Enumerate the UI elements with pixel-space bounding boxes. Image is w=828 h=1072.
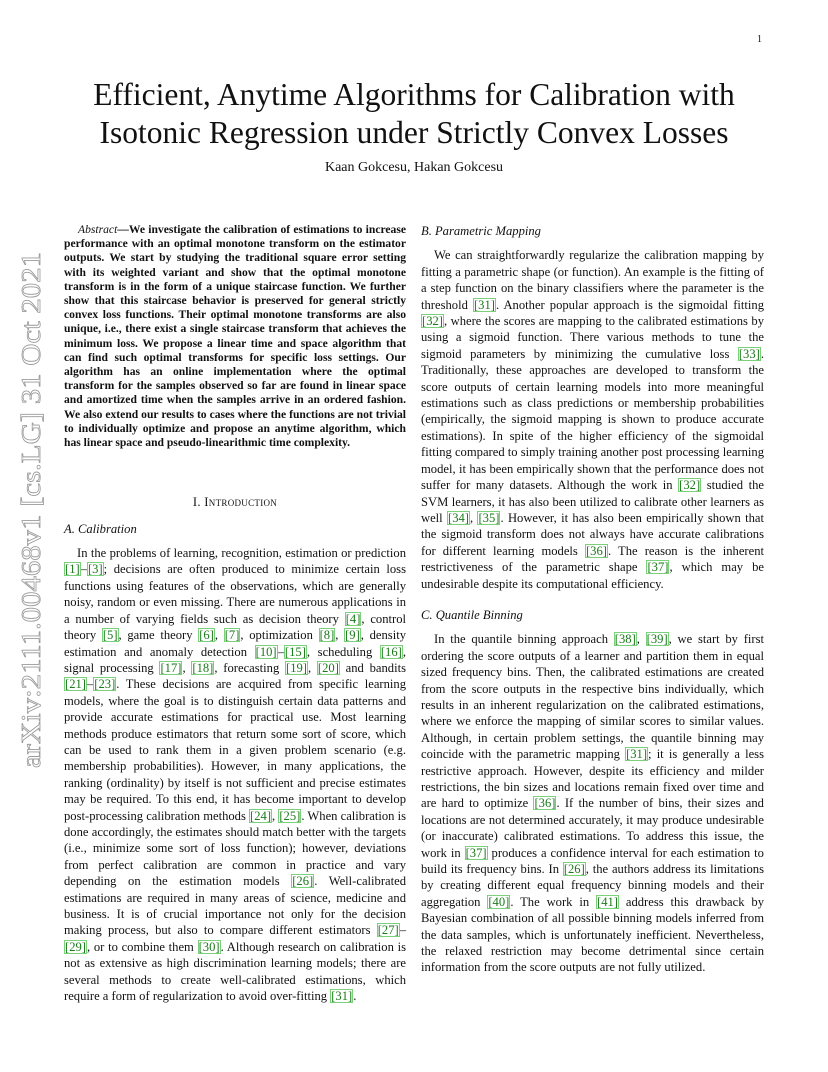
paragraph-text: ; decisions are often produced to minimize certain loss functions using features of the observations, which are generally noisy, random or even missing. There are numerous applications in a number of varying fields such as decision theory xyxy=(64,562,406,626)
citation-link[interactable]: [10] xyxy=(255,644,277,659)
paragraph-text: , density estimation and anomaly detection xyxy=(64,628,407,659)
citation-link[interactable]: [31] xyxy=(626,747,648,762)
citation-link[interactable]: [24] xyxy=(250,808,272,823)
citation-link[interactable]: [40] xyxy=(488,894,510,909)
paragraph-text: , xyxy=(272,808,279,823)
paragraph-text: – xyxy=(86,677,94,692)
citation-link[interactable]: [9] xyxy=(345,628,360,643)
paragraph-text: , xyxy=(182,660,192,675)
abstract xyxy=(64,223,406,450)
paragraph-text: – xyxy=(399,923,406,938)
paragraph-text: . xyxy=(353,989,357,1004)
citation-link[interactable]: [31] xyxy=(473,297,495,312)
paragraph-text: , which may be undesirable despite its computational efficiency. xyxy=(421,560,764,591)
citation-link[interactable]: [23] xyxy=(94,677,116,692)
paragraph-text: . These decisions are acquired from specific learning models, where the goal is to distinguish certain data patterns and provide accurate estimations for practical use. Most learning methods produce estimators that return some sort of score, which can be used to rank them in a given problem scenario (e.g. membership probabilities). However, in many applications, the ranking (ordinality) by itself is not sufficient and precise estimates may be required. To this end, it has become important to develop post-processing calibration methods xyxy=(64,677,406,823)
citation-link[interactable]: [16] xyxy=(380,644,402,659)
paragraph-text: , xyxy=(214,628,224,643)
citation-link[interactable]: [25] xyxy=(279,808,301,823)
citation-link[interactable]: [39] xyxy=(646,632,668,647)
paragraph-text: , xyxy=(636,632,646,647)
citation-link[interactable]: [15] xyxy=(284,644,306,659)
paragraph-text: We can straightforwardly regularize the calibration mapping by fitting a parametric shape (or function). An example is the fitting of a step function on the binary classifiers where the parameter is the threshold xyxy=(421,248,764,312)
paragraph-text: , xyxy=(470,510,478,525)
left-column xyxy=(64,223,406,1004)
right-column xyxy=(421,223,764,976)
citation-link[interactable]: [37] xyxy=(465,845,487,860)
citation-link[interactable]: [37] xyxy=(647,560,669,575)
citation-link[interactable]: [33] xyxy=(738,346,760,361)
paragraph-text: , where the scores are mapping to the calibrated estimations by using a sigmoid function. There various methods to tune the sigmoid parameters by minimizing the cumulative loss xyxy=(421,314,764,361)
citation-link[interactable]: [36] xyxy=(585,543,607,558)
paragraph-text: . When calibration is done accordingly, the estimates should match better with the targets (i.e., minimize some sort of loss function); however, deviations from perfect calibration are common in practice and vary depending on the estimation models xyxy=(64,808,407,889)
citation-link[interactable]: [18] xyxy=(192,660,214,675)
citation-link[interactable]: [30] xyxy=(198,939,220,954)
paragraph-text: – xyxy=(80,562,87,577)
paragraph-text: In the quantile binning approach xyxy=(434,632,614,647)
citation-link[interactable]: [21] xyxy=(65,677,86,692)
paragraph-text: . Although research on calibration is not as extensive as high discrimination learning models; there are several methods to create well-calibrated estimations, which require a form of regularization to avoid over-fitting xyxy=(64,939,406,1004)
paragraph-text: , signal processing xyxy=(64,644,406,675)
paragraph-text: , forecasting xyxy=(214,660,286,675)
paragraph-text: , xyxy=(308,660,317,675)
paragraph-text: , scheduling xyxy=(306,644,380,659)
paragraph-calibration xyxy=(64,545,406,1004)
paragraph-text: , the authors address its limitations by creating different equal frequency binning models and their aggregation xyxy=(421,862,764,909)
paragraph-text: . Traditionally, these approaches are developed to transform the score outputs of certain learning models into more meaningful estimations such as class predictions or membership probabilities (empirically, the sigmoid mapping is shown to produce accurate estimations). In spite of the higher efficiency of the sigmoidal fitting compared to simply training another post processing learning model, it has been empirically shown that the performance does not suffer for many datasets. Although the work in xyxy=(421,346,764,493)
paragraph-text: . Well-calibrated estimations are required in many areas of science, medicine and business. It is of crucial importance not only for the decision making process, but also to compare different estimators xyxy=(64,874,406,938)
paragraph-text: studied the SVM learners, it has also been utilized to calibrate other learners as well xyxy=(421,478,765,525)
citation-link[interactable]: [20] xyxy=(317,660,339,675)
citation-link[interactable]: [26] xyxy=(292,874,314,889)
paragraph-text: . The work in xyxy=(510,894,596,909)
citation-link[interactable]: [31] xyxy=(331,989,353,1004)
abstract-label: Abstract xyxy=(78,223,118,236)
citation-link[interactable]: [7] xyxy=(224,628,240,643)
paper-authors: Kaan Gokcesu, Hakan Gokcesu xyxy=(324,160,504,175)
citation-link[interactable]: [32] xyxy=(679,478,701,493)
paragraph-text: , control theory xyxy=(64,611,406,643)
citation-link[interactable]: [41] xyxy=(597,894,618,909)
paragraph-text: address this drawback by Bayesian combination of all possible binning models inferred from the data samples, which is unfortunately inefficient. Nevertheless, the relaxed restriction may become detrimental since certain information from the score outputs are not fully utilized. xyxy=(421,894,764,975)
citation-link[interactable]: [29] xyxy=(65,939,86,954)
paragraph-text: , game theory xyxy=(118,628,199,643)
paragraph-text: ; it is generally a less restrictive approach. However, despite its efficiency and milder restrictions, the bin sizes and locations remain fixed over time and are hard to optimize xyxy=(421,747,764,811)
paragraph-text: . Another popular approach is the sigmoidal fitting xyxy=(495,297,765,312)
section-heading-introduction: I. Introduction xyxy=(192,495,278,510)
subsection-heading-quantile-binning: C. Quantile Binning xyxy=(421,607,523,622)
paragraph-text: , xyxy=(335,628,345,643)
paragraph-text: – xyxy=(277,644,284,659)
citation-link[interactable]: [4] xyxy=(345,611,361,626)
paragraph-text: , we start by first ordering the score outputs of a learner and partition them in equal sized frequency bins. Then, the calibrated estimations are created from the score outputs in the respective bins individually, which results in an inherent regularization on the calibrated estimations, where we enforce the mapping of similar scores to similar values. Although, in certain problem settings, the quantile binning may coincide with the parametric mapping xyxy=(421,632,764,762)
citation-link[interactable]: [6] xyxy=(199,628,214,643)
citation-link[interactable]: [32] xyxy=(422,314,443,329)
paragraph-text: , optimization xyxy=(240,628,319,643)
paragraph-text: In the problems of learning, recognition, estimation or prediction xyxy=(77,546,406,561)
paragraph-text: and bandits xyxy=(339,660,407,675)
citation-link[interactable]: [26] xyxy=(563,862,585,877)
citation-link[interactable]: [36] xyxy=(534,796,556,811)
citation-link[interactable]: [1] xyxy=(65,562,80,577)
citation-link[interactable]: [5] xyxy=(102,628,118,643)
paragraph-text: . If the number of bins, their sizes and locations are not determined accurately, it may produce undesirable (or inaccurate) calibrated estimations. To address this issue, the work in xyxy=(421,796,764,860)
spacer xyxy=(421,592,764,607)
citation-link[interactable]: [17] xyxy=(160,660,182,675)
paragraph-text: . The reason is the inherent restrictiveness of the parametric shape xyxy=(421,543,764,575)
citation-link[interactable]: [27] xyxy=(377,923,399,938)
citation-link[interactable]: [34] xyxy=(448,510,469,525)
paragraph-text: . However, it has also been empirically shown that the sigmoid transform does not always have accurate calibrations for different learning models xyxy=(421,510,764,558)
citation-link[interactable]: [19] xyxy=(286,660,307,675)
abstract-text: —We investigate the calibration of estimations to increase performance with an optimal monotone transform on the estimator outputs. We start by studying the traditional square error setting with its weighted variant and show that the optimal monotone transform is in the form of a unique staircase function. We further show that this staircase behavior is preserved for general strictly convex loss functions. Their optimal monotone transforms are also unique, i.e., there exist a single staircase transform that achieves the minimum loss. We propose a linear time and space algorithm that can find such optimal transforms for specific loss settings. Our algorithm has an online implementation where the optimal transform for the samples observed so far are found in linear space and amortized time when the samples arrive in an ordered fashion. We also extend our results to cases where the functions are not trivial to individually optimize and propose an anytime algorithm, which has linear space and pseudo-linearithmic time complexity. xyxy=(64,223,406,450)
subsection-heading-calibration: A. Calibration xyxy=(64,521,137,536)
paragraph-text: produces a confidence interval for each estimation to build its frequency bins. In xyxy=(421,845,764,877)
page-number: 1 xyxy=(757,34,762,45)
citation-link[interactable]: [38] xyxy=(614,632,636,647)
paragraph-text: , or to combine them xyxy=(86,939,198,954)
paper-title: Efficient, Anytime Algorithms for Calibration with Isotonic Regression under Strictly Convex Losses xyxy=(93,77,735,150)
paragraph-parametric-mapping xyxy=(421,247,764,592)
subsection-heading-parametric-mapping: B. Parametric Mapping xyxy=(421,224,541,238)
paragraph-quantile-binning xyxy=(421,631,764,976)
citation-link[interactable]: [3] xyxy=(87,562,103,577)
arxiv-stamp xyxy=(2,250,48,770)
citation-link[interactable]: [8] xyxy=(319,628,335,643)
arxiv-stamp-text: arXiv:2111.00468v1 [cs.LG] 31 Oct 2021 xyxy=(16,315,46,768)
citation-link[interactable]: [35] xyxy=(478,510,500,525)
